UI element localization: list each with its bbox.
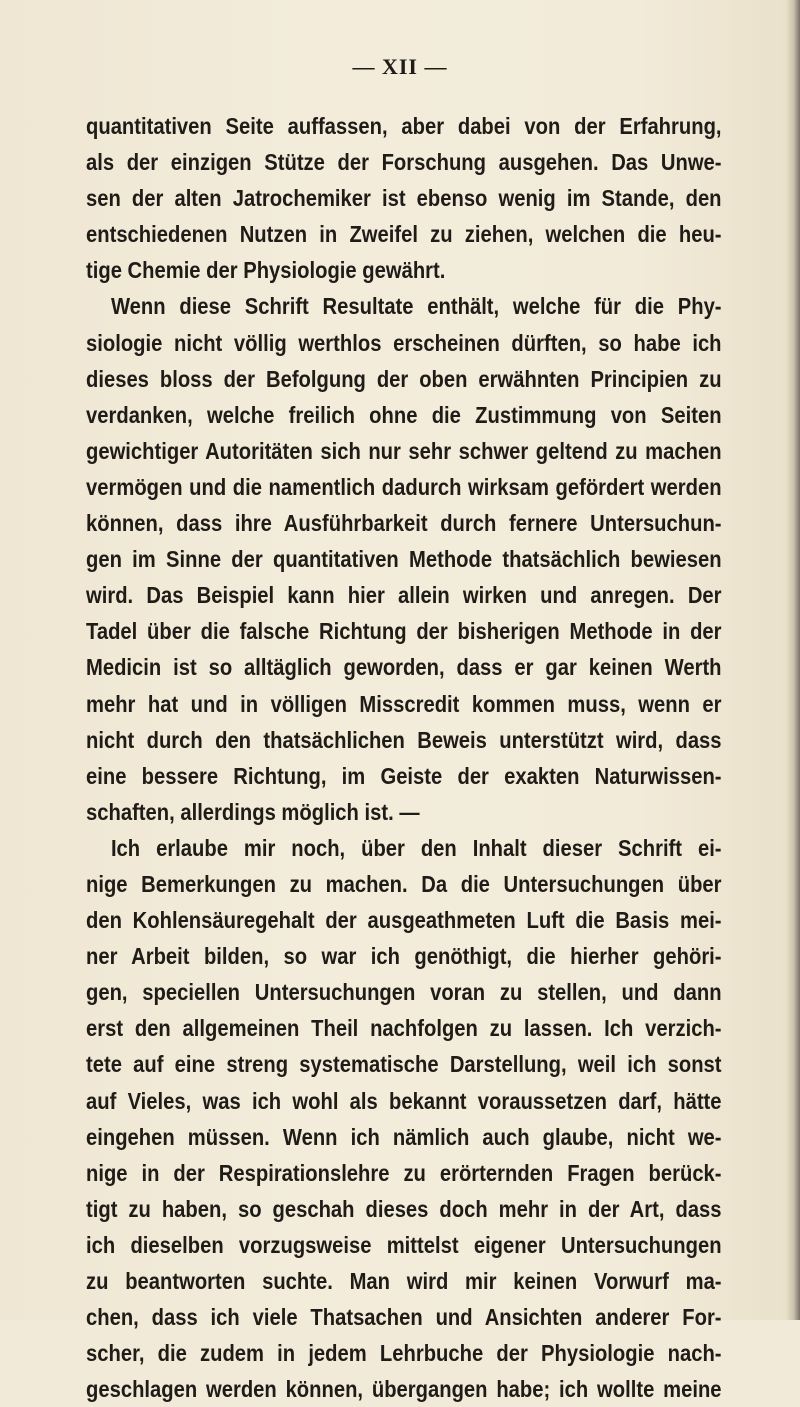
text-line: als der einzigen Stütze der Forschung ausgehen. Das Unwe- [86, 149, 722, 176]
text-line: den Kohlensäuregehalt der ausgeathmeten Luft die Basis mei- [86, 907, 722, 934]
text-line: siologie nicht völlig werthlos erscheinen dürften, so habe ich [86, 329, 722, 356]
text-line: Medicin ist so alltäglich geworden, dass er gar keinen Werth [86, 654, 722, 681]
text-line: tige Chemie der Physiologie gewährt. [86, 257, 446, 284]
text-line: nicht durch den thatsächlichen Beweis unterstützt wird, dass [86, 726, 722, 753]
text-line: erst den allgemeinen Theil nachfolgen zu lassen. Ich verzich- [86, 1015, 722, 1042]
text-line: nige in der Respirationslehre zu erörternden Fragen berück- [86, 1159, 722, 1186]
text-line: können, dass ihre Ausführbarkeit durch fernere Untersuchun- [86, 510, 722, 537]
text-line: chen, dass ich viele Thatsachen und Ansichten anderer For- [86, 1304, 722, 1331]
text-line: wird. Das Beispiel kann hier allein wirken und anregen. Der [86, 582, 722, 609]
text-line: ner Arbeit bilden, so war ich genöthigt, die hierher gehöri- [86, 943, 722, 970]
text-line: geschlagen werden können, übergangen habe; ich wollte meine [86, 1376, 722, 1403]
text-line: gen, speciellen Untersuchungen voran zu stellen, und dann [86, 979, 722, 1006]
text-line: Tadel über die falsche Richtung der bisherigen Methode in der [86, 618, 722, 645]
page-edge-shadow [786, 0, 800, 1320]
text-line: vermögen und die namentlich dadurch wirksam gefördert werden [86, 473, 722, 500]
text-line: ich dieselben vorzugsweise mittelst eigener Untersuchungen [86, 1231, 722, 1258]
text-line: nige Bemerkungen zu machen. Da die Untersuchungen über [86, 870, 722, 897]
body-text [86, 108, 722, 1407]
text-line: entschiedenen Nutzen in Zweifel zu ziehen, welchen die heu- [86, 221, 722, 248]
text-line: gewichtiger Autoritäten sich nur sehr schwer geltend zu machen [86, 437, 722, 464]
text-line: dieses bloss der Befolgung der oben erwähnten Principien zu [86, 365, 722, 392]
text-line: tete auf eine streng systematische Darstellung, weil ich sonst [86, 1051, 722, 1078]
text-line: sen der alten Jatrochemiker ist ebenso wenig im Stande, den [86, 185, 722, 212]
text-line: eine bessere Richtung, im Geiste der exakten Naturwissen- [86, 762, 722, 789]
text-line: Wenn diese Schrift Resultate enthält, welche für die Phy- [110, 293, 722, 320]
text-line: auf Vieles, was ich wohl als bekannt voraussetzen darf, hätte [86, 1087, 722, 1114]
text-line: Ich erlaube mir noch, über den Inhalt dieser Schrift ei- [110, 834, 722, 861]
text-line: eingehen müssen. Wenn ich nämlich auch glaube, nicht we- [86, 1123, 722, 1150]
text-line: schaften, allerdings möglich ist. — [86, 798, 420, 825]
text-line: scher, die zudem in jedem Lehrbuche der Physiologie nach- [86, 1340, 722, 1367]
page-number-header: — XII — [352, 54, 448, 79]
text-line: quantitativen Seite auffassen, aber dabei von der Erfahrung, [86, 113, 722, 139]
text-line: gen im Sinne der quantitativen Methode thatsächlich bewiesen [86, 546, 722, 573]
text-line: verdanken, welche freilich ohne die Zustimmung von Seiten [86, 401, 722, 428]
text-line: tigt zu haben, so geschah dieses doch mehr in der Art, dass [86, 1195, 722, 1222]
text-line: mehr hat und in völligen Misscredit kommen muss, wenn er [86, 690, 722, 717]
text-line: zu beantworten suchte. Man wird mir keinen Vorwurf ma- [86, 1268, 722, 1294]
